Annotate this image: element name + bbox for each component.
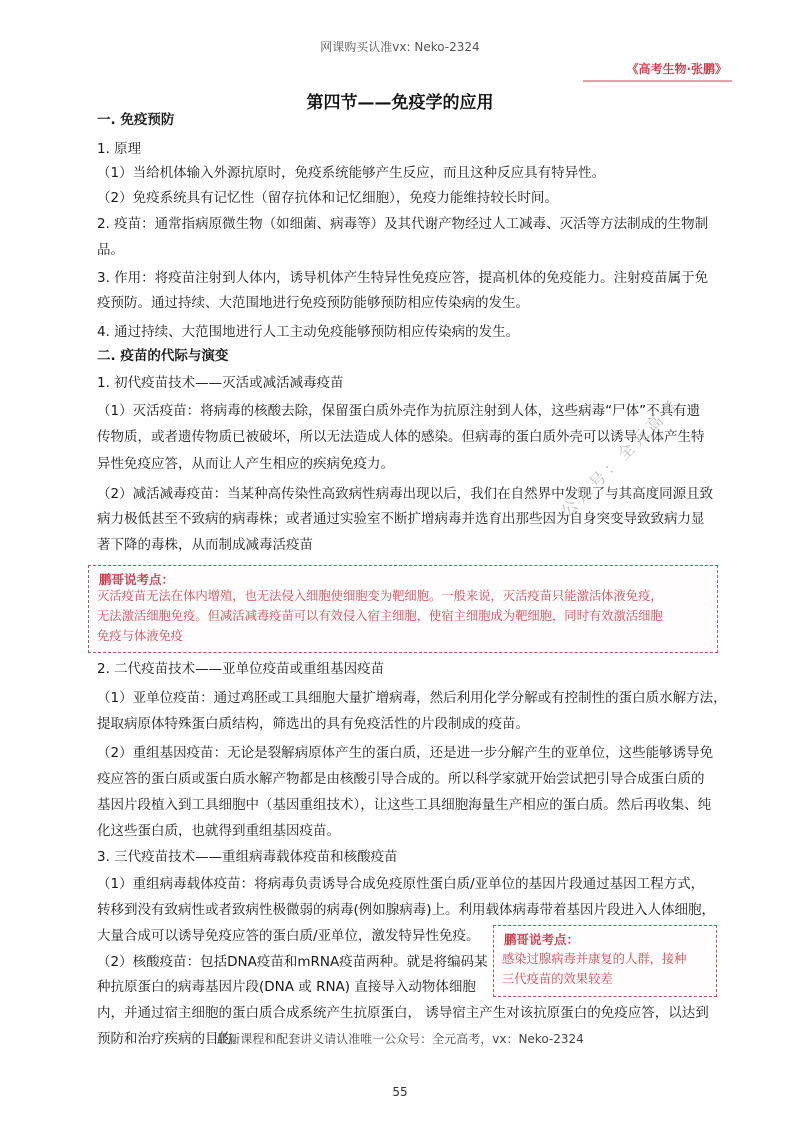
exam-tip-line: 三代疫苗的效果较差: [502, 972, 613, 986]
subheading: 3. 三代疫苗技术——重组病毒载体疫苗和核酸疫苗: [97, 849, 398, 865]
paragraph-line: （1）灭活疫苗：将病毒的核酸去除，保留蛋白质外壳作为抗原注射到人体，这些病毒“尸体”不具有遗: [97, 403, 701, 419]
section-heading: 一. 免疫预防: [97, 112, 175, 128]
paragraph-line: （1）重组病毒载体疫苗：将病毒负责诱导合成免疫原性蛋白质/亚单位的基因片段通过基因工程方式，: [97, 876, 705, 892]
section-heading: 二. 疫苗的代际与演变: [97, 348, 229, 364]
top-watermark: 网课购买认准vx: Neko-2324: [320, 40, 480, 54]
header-rule: [583, 80, 732, 82]
page-number: 55: [392, 1085, 408, 1099]
page-title: 第四节——免疫学的应用: [306, 93, 494, 113]
paragraph-line: 3. 作用：将疫苗注射到人体内，诱导机体产生特异性免疫应答，提高机体的免疫能力。注射疫苗属于免: [97, 270, 709, 286]
paragraph-line: 提取病原体特殊蛋白质结构，筛选出的具有免疫活性的片段制成的疫苗。: [97, 716, 529, 732]
paragraph-line: 4. 通过持续、大范围地进行人工主动免疫能够预防相应传染病的发生。: [97, 324, 520, 340]
paragraph-line: 预防和治疗疾病的目的。: [97, 1031, 246, 1047]
paragraph-line: 2. 疫苗：通常指病原微生物（如细菌、病毒等）及其代谢产物经过人工减毒、灭活等方法制成的生物制: [97, 216, 709, 232]
paragraph-line: （2）核酸疫苗：包括DNA疫苗和mRNA疫苗两种。就是将编码某: [97, 954, 488, 970]
paragraph-line: 著下降的毒株，从而制成减毒活疫苗: [97, 537, 313, 553]
paragraph-line: （2）免疫系统具有记忆性（留存抗体和记忆细胞），免疫力能维持较长时间。: [97, 190, 558, 206]
exam-tip-title: 鹏哥说考点：: [504, 932, 580, 947]
paragraph-line: （1）亚单位疫苗：通过鸡胚或工具细胞大量扩增病毒，然后利用化学分解或有控制性的蛋白质水解方法，: [97, 690, 727, 706]
exam-tip-line: 免疫与体液免疫: [97, 629, 184, 643]
exam-tip-title: 鹏哥说考点：: [99, 572, 175, 587]
paragraph-line: 基因片段植入到工具细胞中（基因重组技术），让这些工具细胞海量生产相应的蛋白质。然后再收集、纯: [97, 797, 712, 813]
paragraph-line: 疫应答的蛋白质或蛋白质水解产物都是由核酸引导合成的。所以科学家就开始尝试把引导合成蛋白质的: [97, 771, 705, 787]
exam-tip-line: 感染过腺病毒并康复的人群，接种: [502, 952, 687, 966]
paragraph-line: 转移到没有致病性或者致病性极微弱的病毒(例如腺病毒)上。利用载体病毒带着基因片段进入人体细胞，: [97, 902, 716, 918]
subheading: 1. 原理: [97, 141, 142, 157]
brand-tag: 《高考生物·张鹏》: [626, 62, 727, 76]
paragraph-line: 化这些蛋白质，也就得到重组基因疫苗。: [97, 823, 340, 839]
exam-tip-line: 无法激活细胞免疫。但减活减毒疫苗可以有效侵入宿主细胞，使宿主细胞成为靶细胞，同时有效激活细胞: [97, 609, 663, 623]
paragraph-line: 传物质，或者遗传物质已被破坏，所以无法造成人体的感染。但病毒的蛋白质外壳可以诱导人体产生特: [97, 429, 705, 445]
exam-tip-box: [88, 565, 718, 653]
paragraph-line: （2）减活减毒疫苗：当某种高传染性高致病性病毒出现以后，我们在自然界中发现了与其高度同源且致: [97, 486, 714, 502]
bottom-watermark: 最新课程和配套讲义请认准唯一公众号：全元高考，vx：Neko-2324: [216, 1032, 584, 1046]
exam-tip-box-2: [493, 925, 717, 997]
paragraph-line: 内，并通过宿主细胞的蛋白质合成系统产生抗原蛋白， 诱导宿主产生对该抗原蛋白的免疫应答，以达到: [97, 1005, 709, 1021]
paragraph-line: 疫预防。通过持续、大范围地进行免疫预防能够预防相应传染病的发生。: [97, 295, 529, 311]
paragraph-line: （2）重组基因疫苗：无论是裂解病原体产生的蛋白质，还是进一步分解产生的亚单位，这些能够诱导免: [97, 745, 714, 761]
paragraph-line: （1）当给机体输入外源抗原时，免疫系统能够产生反应，而且这种反应具有特异性。: [97, 165, 606, 181]
subheading: 1. 初代疫苗技术——灭活或减活减毒疫苗: [97, 375, 344, 391]
paragraph-line: 种抗原蛋白的病毒基因片段(DNA 或 RNA) 直接导入动物体细胞: [97, 979, 476, 995]
paragraph-line: 异性免疫应答，从而让人产生相应的疾病免疫力。: [97, 456, 394, 472]
exam-tip-line: 灭活疫苗无法在体内增殖，也无法侵入细胞使细胞变为靶细胞。一般来说，灭活疫苗只能激活体液免疫，: [97, 589, 663, 603]
paragraph-line: 大量合成可以诱导免疫应答的蛋白质/亚单位，激发特异性免疫。: [97, 928, 480, 944]
subheading: 2. 二代疫苗技术——亚单位疫苗或重组基因疫苗: [97, 661, 385, 677]
paragraph-line: 病力极低甚至不致病的病毒株；或者通过实验室不断扩增病毒并选育出那些因为自身突变导致致病力显: [97, 511, 705, 527]
paragraph-line: 品。: [97, 242, 124, 258]
diagonal-watermark: 公众号：全元高考: [557, 393, 684, 521]
